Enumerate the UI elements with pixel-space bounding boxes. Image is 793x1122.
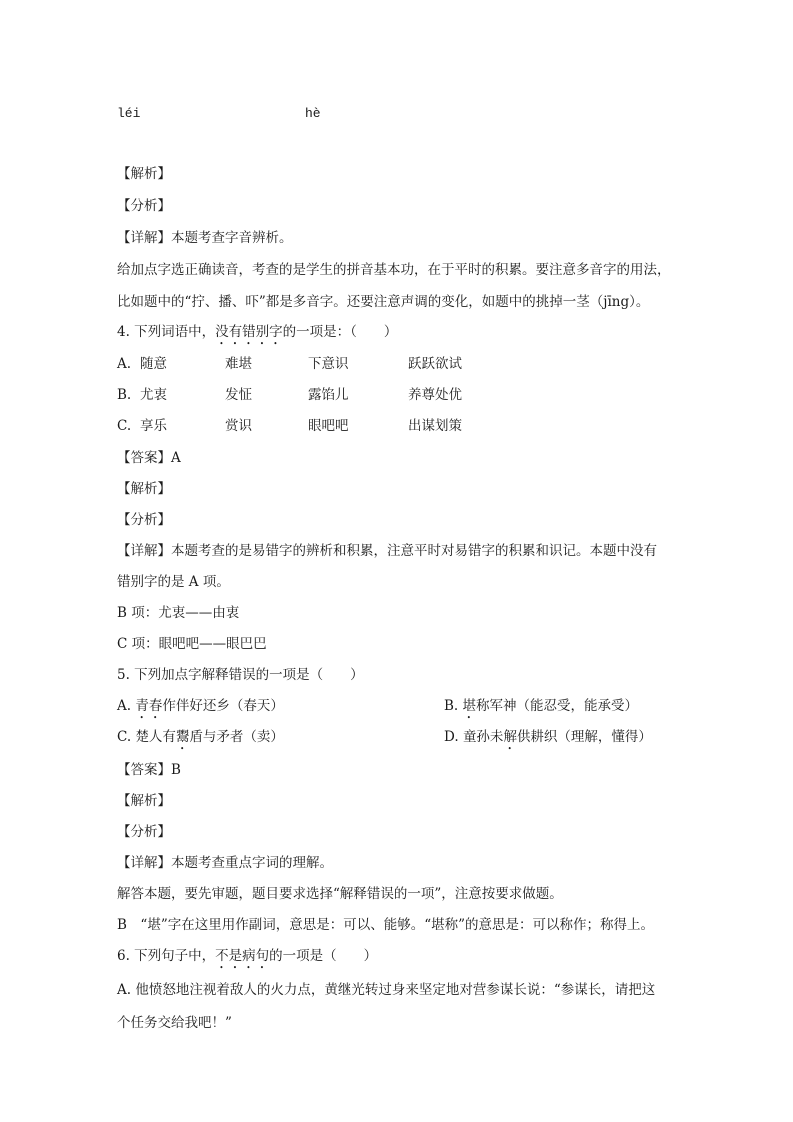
q3-xiangjie: 【详解】本题考查字音辨析。 <box>117 230 293 246</box>
q4-fenxi-heading: 【分析】 <box>117 512 171 528</box>
q4-xiangjie-line2: 错别字的是 A 项。 <box>117 574 230 590</box>
q4-option-label: A. <box>117 356 132 372</box>
q4-word: 眼吧吧 <box>308 418 349 434</box>
q4-stem-prefix: 4. 下列词语中， <box>117 324 216 340</box>
q3-explain-line1: 给加点字选正确读音，考查的是学生的拼音基本功，在于平时的积累。要注意多音字的用法， <box>117 262 671 278</box>
q4-xiangjie-line1: 【详解】本题考查的是易错字的辨析和积累，注意平时对易错字的积累和识记。本题中没有 <box>117 543 657 559</box>
q6-stem <box>117 946 377 972</box>
q5-option-post: 盾与矛者（卖） <box>189 729 284 745</box>
q4-option-label: C. <box>117 418 132 434</box>
q4-word: 难堪 <box>225 356 252 372</box>
q6-option-a-line1: A. 他愤怒地注视着敌人的火力点，黄继光转过身来坚定地对营参谋长说：“参谋长，请把这 <box>117 982 656 998</box>
q5-option-pre: 楚人有 <box>135 729 176 745</box>
q4-word: 跃跃欲试 <box>408 356 462 372</box>
q5-option-label: A. <box>117 698 132 714</box>
q5-option-post: 称军神（能忍受，能承受） <box>476 698 639 714</box>
q5-stem: 5. 下列加点字解释错误的一项是（ ） <box>117 667 364 683</box>
q5-option-pre: 童孙未 <box>462 729 504 745</box>
q4-option-label: B. <box>117 387 132 403</box>
q5-fenxi-heading: 【分析】 <box>117 824 171 840</box>
q5-option-dotted: 青春 <box>135 698 163 714</box>
q4-word: 随意 <box>140 356 167 372</box>
q5-option-dotted: 鬻 <box>175 729 190 745</box>
q5-option-a <box>117 696 284 722</box>
q5-explain-line1: 解答本题，要先审题，题目要求选择“解释错误的一项”，注意按要求做题。 <box>117 886 563 902</box>
q6-stem-dotted: 不是病句 <box>215 948 270 964</box>
q6-option-a-line2: 个任务交给我吧！” <box>117 1015 232 1031</box>
q5-option-d <box>444 727 652 753</box>
q3-explain-line2: 比如题中的“拧、播、吓”都是多音字。还要注意声调的变化，如题中的挑掉一茎（jīng）。 <box>117 294 650 310</box>
q5-option-label: B. <box>444 698 459 714</box>
pinyin-1: léi <box>117 106 141 121</box>
q4-note-c: C 项：眼吧吧——眼巴巴 <box>117 636 267 652</box>
q5-explain-line2: B “堪”字在这里用作副词，意思是：可以、能够。“堪称”的意思是：可以称作；称得上。 <box>117 917 655 933</box>
q5-option-dotted: 解 <box>503 729 517 745</box>
q5-jiexi-heading: 【解析】 <box>117 793 171 809</box>
q4-jiexi-heading: 【解析】 <box>117 481 171 497</box>
q6-stem-prefix: 6. 下列句子中， <box>117 948 216 964</box>
q5-option-post: 作伴好还乡（春天） <box>162 698 284 714</box>
q4-word: 享乐 <box>140 418 167 434</box>
q3-jiexi-heading: 【解析】 <box>117 166 171 182</box>
q4-stem-dotted: 没有错别字 <box>215 324 283 340</box>
q6-stem-suffix: 的一项是（ ） <box>269 948 378 964</box>
q4-note-b: B 项：尤衷——由衷 <box>117 605 240 621</box>
q5-option-label: C. <box>117 729 132 745</box>
pinyin-row <box>117 104 321 124</box>
q5-xiangjie: 【详解】本题考查重点字词的理解。 <box>117 855 333 871</box>
pinyin-2: hè <box>305 106 321 121</box>
q5-answer: 【答案】B <box>117 762 181 778</box>
q5-option-label: D. <box>444 729 459 745</box>
q4-word: 出谋划策 <box>408 418 462 434</box>
q4-stem-suffix: 的一项是：（ ） <box>282 324 398 340</box>
q3-fenxi-heading: 【分析】 <box>117 198 171 214</box>
q5-option-c <box>117 727 284 753</box>
q5-option-post: 供耕织（理解，懂得） <box>516 729 652 745</box>
q5-option-b <box>444 696 638 722</box>
q4-word: 下意识 <box>308 356 349 372</box>
q4-word: 尤衷 <box>140 387 167 403</box>
q4-word: 露馅儿 <box>308 387 349 403</box>
q4-stem <box>117 322 397 348</box>
q4-answer: 【答案】A <box>117 450 181 466</box>
q5-option-dotted: 堪 <box>462 698 477 714</box>
q4-word: 养尊处优 <box>408 387 462 403</box>
q4-word: 发怔 <box>225 387 252 403</box>
q4-word: 赏识 <box>225 418 252 434</box>
